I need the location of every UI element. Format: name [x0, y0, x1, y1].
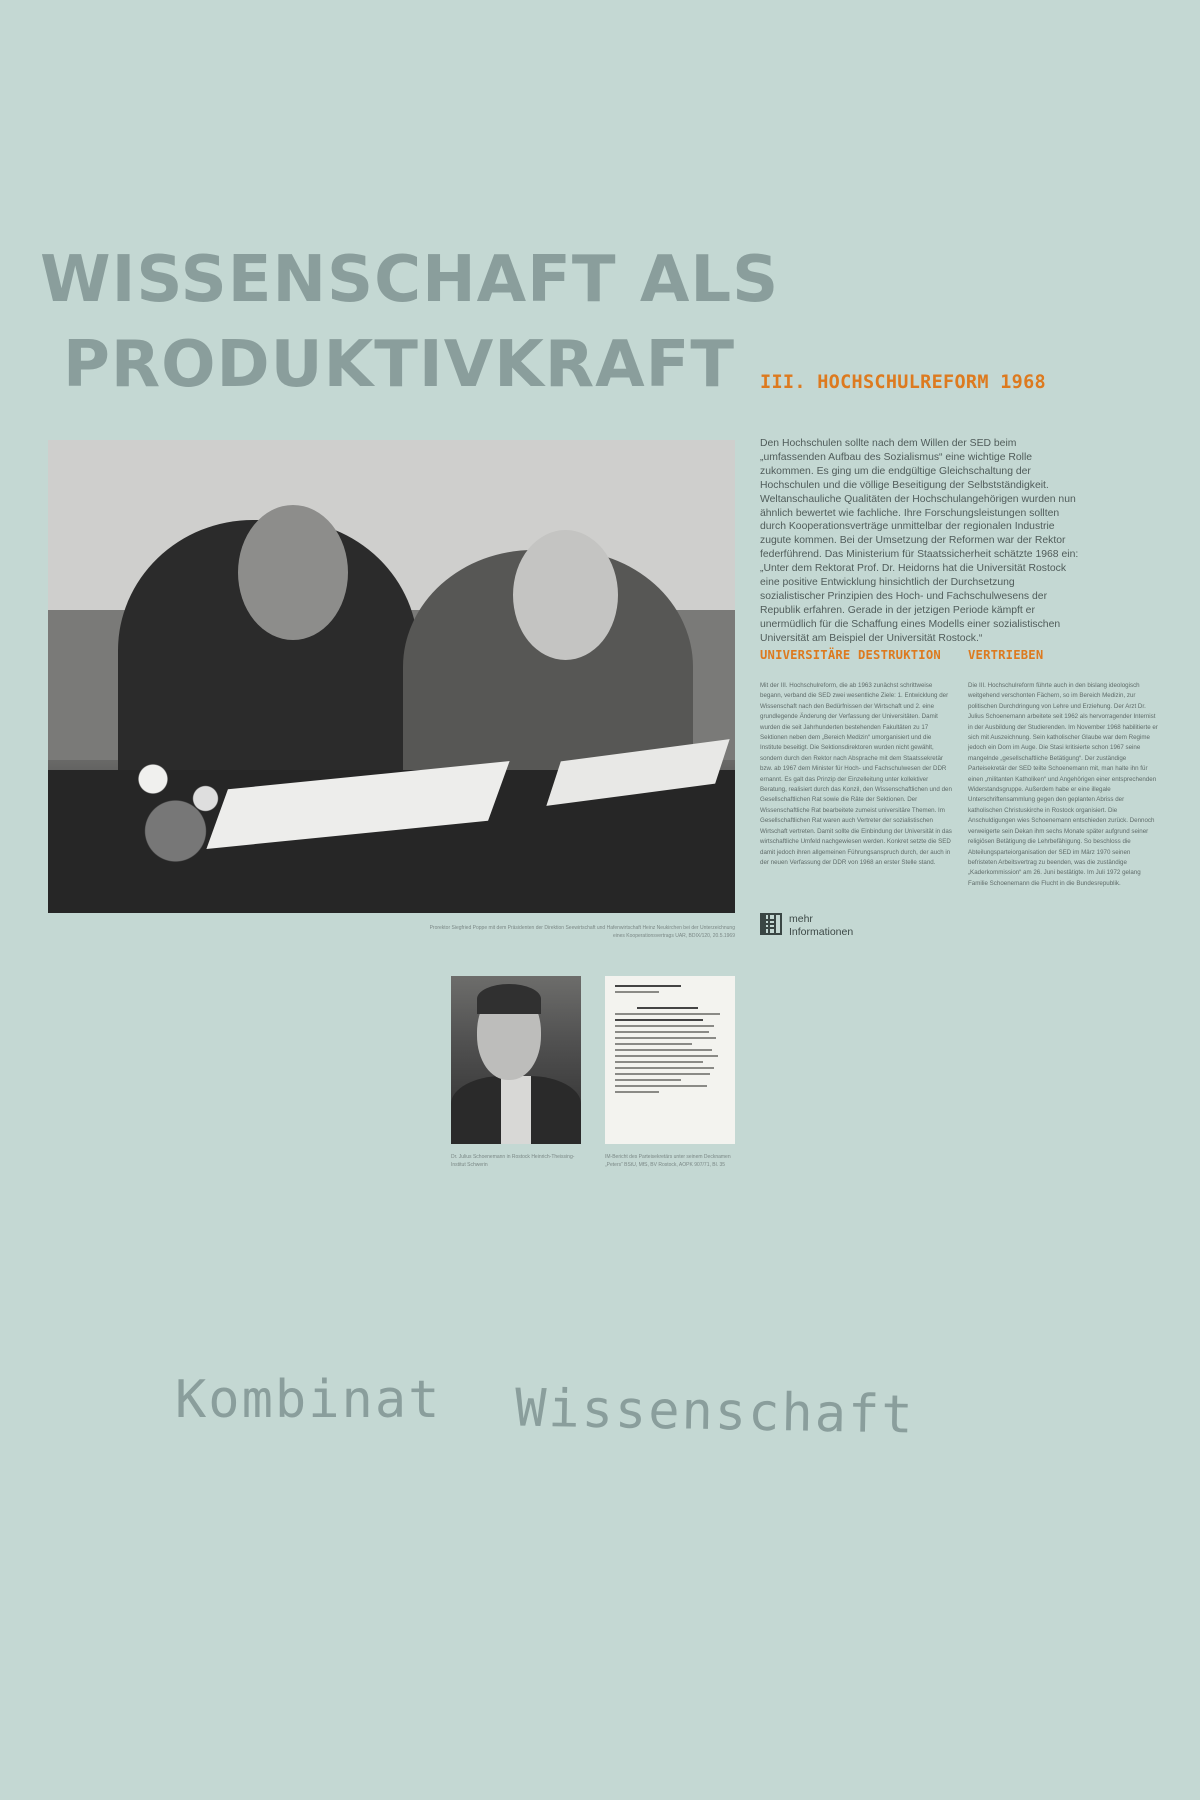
section-heading: III. HOCHSCHULREFORM 1968	[760, 372, 1046, 393]
poster-title-line-2: PRODUKTIVKRAFT	[62, 328, 735, 402]
column-heading-destruktion: UNIVERSITÄRE DESTRUKTION	[760, 648, 941, 662]
portrait-caption: Dr. Julius Schoenemann in Rostock Heinrich-Theissing-Institut Schwerin	[451, 1154, 575, 1168]
qr-code-icon[interactable]	[760, 913, 782, 935]
column-text-destruktion: Mit der III. Hochschulreform, die ab 1963 zunächst schrittweise begann, verband die SED zwei wesentliche Ziele: 1. Entwicklung der Wissenschaft nach den Bedürfnissen der Wirtschaft und 2. eine grundlegende Änderung der Verfassung der Universitäten. Damit wurden die seit Jahrhunderten bestehenden Fakultäten zu 17 Sektionen neben dem „Bereich Medizin“ umorganisiert und die Institute beseitigt. Die Sektionsdirektoren wurden nicht gewählt, sondern durch den Rektor nach Absprache mit dem Staatssekretär bzw. ab 1967 dem Minister für Hoch- und Fachschulwesen der DDR ernannt. Es galt das Prinzip der Einzelleitung unter kollektiver Beratung, realisiert durch das Konzil, den Wissenschaftlichen und den Gesellschaftlichen Rat sowie die Räte der Sektionen. Der Wissenschaftliche Rat bearbeitete zumeist universitäre Themen. Im Gesellschaftlichen Rat waren auch Vertreter der sozialistischen Wirtschaft vertreten. Damit sollte die Einbindung der Universität in das wirtschaftliche Umfeld nachgewiesen werden. Konkret setzte die SED damit jedoch ihren allgemeinen Führungsanspruch durch, der auch in der neuen Verfassung der DDR von 1968 an erster Stelle stand.	[760, 682, 952, 866]
footer-word-1: Kombinat	[175, 1370, 442, 1430]
footer-word-2: Wissenschaft	[514, 1378, 915, 1446]
poster-title-line-1: WISSENSCHAFT ALS	[40, 243, 780, 317]
more-information-link[interactable]	[789, 913, 853, 939]
signing-photo	[48, 440, 735, 913]
document-scan	[605, 976, 735, 1144]
more-info-line-1: mehr	[789, 913, 813, 925]
main-photo-caption: Prorektor Siegfried Poppe mit dem Präsidenten der Direktion Seewirtschaft und Hafenwirtschaft Heinz Neukirchen bei der Unterzeichnung eines Kooperationsvertrags UAR, BDIX/120, 20.5.1969	[429, 925, 735, 939]
intro-text: Den Hochschulen sollte nach dem Willen der SED beim „umfassenden Aufbau des Sozialismus“ eine wichtige Rolle zukommen. Es ging um die endgültige Gleichschaltung der Hochschulen und die völlige Beseitigung der Selbstständigkeit. Weltanschauliche Qualitäten der Hochschulangehörigen wurden nun ähnlich bewertet wie fachliche. Ihre Forschungsleistungen sollten durch Kooperationsverträge unmittelbar der regionalen Industrie zugute kommen. Bei der Umsetzung der Reformen war der Rektor federführend. Das Ministerium für Staatssicherheit schätzte 1968 ein: „Unter dem Rektorat Prof. Dr. Heidorns hat die Universität Rostock eine positive Entwicklung hinsichtlich der Durchsetzung sozialistischer Prinzipien des Hoch- und Fachschulwesens der Republik erfahren. Gerade in der jetzigen Periode kämpft er unermüdlich für die Schaffung eines Modells einer sozialistischen Universität am Beispiel der Universität Rostock.“	[760, 438, 1079, 644]
more-info-line-2: Informationen	[789, 926, 854, 938]
column-text-vertrieben: Die III. Hochschulreform führte auch in den bislang ideologisch weitgehend verschonten Fächern, so im Bereich Medizin, zur politischen Durchdringung von Lehre und Erziehung. Der Arzt Dr. Julius Schoenemann arbeitete seit 1962 als hervorragender Internist in der Ausbildung der Studierenden. Im November 1968 habilitierte er sich mit Auszeichnung. Sein katholischer Glaube war dem Regime jedoch ein Dorn im Auge. Die Stasi kritisierte schon 1967 seine mangelnde „gesellschaftliche Betätigung“. Der zuständige Parteisekretär der SED teilte Schoenemann mit, man halte ihn für einen „militanten Katholiken“ und Angehörigen einer entsprechenden Widerstandsgruppe. Außerdem habe er eine illegale Unterschriftensammlung gegen den geplanten Abriss der katholischen Christuskirche in Rostock organisiert. Die Anschuldigungen wies Schoenemann entschieden zurück. Dennoch verweigerte sein Dekan ihm sechs Monate später aufgrund seiner religiösen Betätigung die Lehrbefähigung. So beschloss die Abteilungsparteiorganisation der SED im März 1970 seinen befristeten Arbeitsvertrag zu beenden, was die zuständige „Kaderkommission“ am 26. Juni bestätigte. Im Juli 1972 gelang Familie Schoenemann die Flucht in die Bundesrepublik.	[968, 682, 1158, 887]
footer-stamp	[175, 1370, 915, 1446]
column-heading-vertrieben: VERTRIEBEN	[968, 648, 1044, 662]
portrait-photo	[451, 976, 581, 1144]
document-caption: IM-Bericht des Parteisekretärs unter seinem Decknamen „Peters“ BStU, MfS, BV Rostock, AOPK 907/71, Bl. 35	[605, 1154, 731, 1168]
